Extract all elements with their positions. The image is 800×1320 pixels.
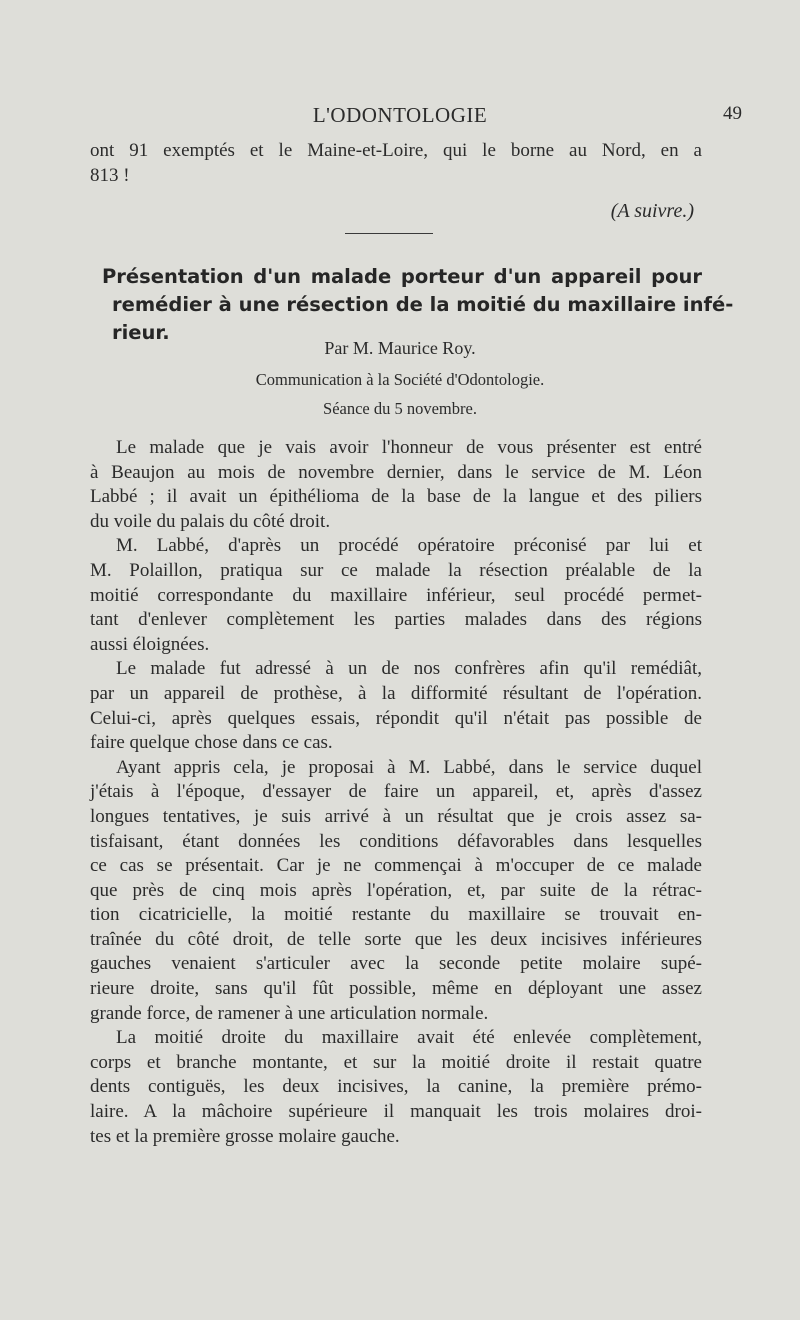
- text-line: j'étais à l'époque, d'essayer de faire un appareil, et, après d'assez: [90, 781, 702, 803]
- paragraph: [90, 436, 702, 534]
- text-line: Ayant appris cela, je proposai à M. Labbé, dans le service duquel: [116, 756, 702, 778]
- text-line: Celui-ci, après quelques essais, répondit qu'il n'était pas possible de: [90, 707, 702, 729]
- communication-note: Communication à la Société d'Odontologie.: [255, 370, 545, 389]
- text-line: tes et la première grosse molaire gauche.: [90, 1125, 400, 1147]
- text-line: faire quelque chose dans ce cas.: [90, 732, 333, 754]
- paragraph: [90, 657, 702, 755]
- text-line: moitié correspondante du maxillaire inférieur, seul procédé permet-: [90, 584, 702, 606]
- text-line: à Beaujon au mois de novembre dernier, dans le service de M. Léon: [90, 461, 702, 483]
- section-divider: [345, 233, 433, 234]
- title-line: Présentation d'un malade porteur d'un appareil pour: [102, 265, 702, 288]
- text-line: tant d'enlever complètement les parties malades dans des régions: [90, 609, 702, 631]
- session-date: Séance du 5 novembre.: [323, 399, 477, 418]
- text-line: M. Polaillon, pratiqua sur ce malade la résection préalable de la: [90, 559, 702, 581]
- text-line: Le malade que je vais avoir l'honneur de vous présenter est entré: [116, 437, 702, 458]
- paragraph: [90, 1026, 702, 1149]
- text-line: tion cicatricielle, la moitié restante du maxillaire se trouvait en-: [90, 904, 702, 926]
- text-line: Labbé ; il avait un épithélioma de la base de la langue et des piliers: [90, 486, 702, 508]
- text-line: M. Labbé, d'après un procédé opératoire préconisé par lui et: [116, 535, 702, 557]
- text-line: gauches venaient s'articuler avec la seconde petite molaire supé-: [90, 953, 702, 975]
- title-line: remédier à une résection de la moitié du maxillaire infé-: [112, 293, 734, 316]
- page-number: 49: [723, 103, 742, 124]
- article-title: [102, 263, 734, 347]
- article-body: [90, 436, 702, 1149]
- text-line: du voile du palais du côté droit.: [90, 510, 331, 532]
- paragraph: [90, 534, 702, 657]
- text-line: ce cas se présentait. Car je ne commençai à m'occuper de ce malade: [90, 855, 702, 877]
- text-line: ont 91 exemptés et le Maine-et-Loire, qui le borne au Nord, en a: [90, 140, 702, 161]
- text-line: laire. A la mâchoire supérieure il manquait les trois molaires droi-: [90, 1101, 702, 1123]
- to-be-continued: (A suivre.): [610, 200, 694, 222]
- text-line: corps et branche montante, et sur la moitié droite il restait quatre: [90, 1051, 702, 1073]
- text-line: tisfaisant, étant données les conditions défavorables dans lesquelles: [90, 830, 702, 852]
- text-line: par un appareil de prothèse, à la difformité résultant de l'opération.: [90, 682, 702, 704]
- text-line: aussi éloignées.: [90, 633, 210, 655]
- text-line: dents contiguës, les deux incisives, la canine, la première prémo-: [90, 1076, 702, 1098]
- author-byline: Par M. Maurice Roy.: [324, 338, 476, 358]
- intro-text: [90, 139, 702, 188]
- text-line: Le malade fut adressé à un de nos confrères afin qu'il remédiât,: [116, 658, 702, 680]
- text-line: grande force, de ramener à une articulation normale.: [90, 1002, 489, 1024]
- text-line: longues tentatives, je suis arrivé à un résultat que je crois assez sa-: [90, 805, 702, 827]
- text-line: rieure droite, sans qu'il fût possible, même en déployant une assez: [90, 978, 702, 1000]
- running-title: L'ODONTOLOGIE: [312, 103, 488, 127]
- text-line: que près de cinq mois après l'opération, et, par suite de la rétrac-: [90, 879, 702, 901]
- text-line: La moitié droite du maxillaire avait été enlevée complètement,: [116, 1027, 702, 1049]
- page-header: [0, 103, 800, 133]
- text-line: 813 !: [90, 164, 130, 186]
- text-line: traînée du côté droit, de telle sorte que les deux incisives inférieures: [90, 928, 702, 950]
- paragraph: [90, 756, 702, 1027]
- title-line: rieur.: [112, 321, 170, 344]
